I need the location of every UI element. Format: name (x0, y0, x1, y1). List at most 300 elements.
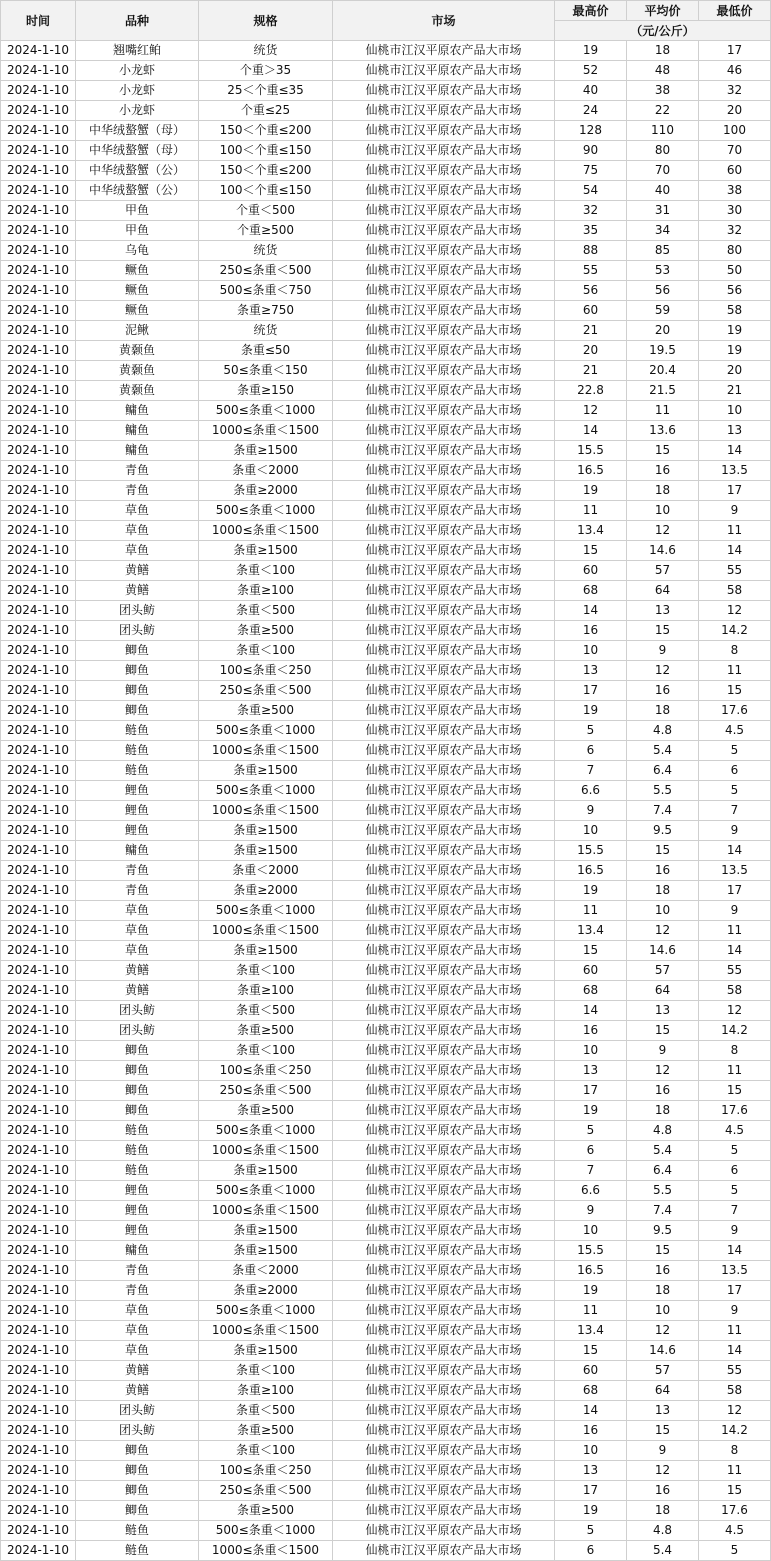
table-row (1, 481, 771, 501)
cell-min-price: 5 (699, 781, 771, 801)
cell-date: 2024-1-10 (1, 841, 76, 861)
cell-min-price: 19 (699, 321, 771, 341)
cell-avg-price: 18 (627, 881, 699, 901)
cell-date: 2024-1-10 (1, 241, 76, 261)
cell-date: 2024-1-10 (1, 1541, 76, 1561)
cell-max-price: 17 (555, 681, 627, 701)
cell-avg-price: 6.4 (627, 1161, 699, 1181)
cell-variety: 草鱼 (76, 1321, 199, 1341)
cell-date: 2024-1-10 (1, 1461, 76, 1481)
cell-avg-price: 21.5 (627, 381, 699, 401)
cell-avg-price: 16 (627, 1081, 699, 1101)
cell-avg-price: 9.5 (627, 821, 699, 841)
cell-market: 仙桃市江汉平原农产品大市场 (333, 1021, 555, 1041)
cell-variety: 鲫鱼 (76, 1461, 199, 1481)
cell-spec: 条重≥150 (199, 381, 333, 401)
cell-avg-price: 12 (627, 1061, 699, 1081)
cell-max-price: 21 (555, 361, 627, 381)
cell-min-price: 11 (699, 521, 771, 541)
cell-min-price: 17.6 (699, 1101, 771, 1121)
cell-market: 仙桃市江汉平原农产品大市场 (333, 1181, 555, 1201)
cell-avg-price: 16 (627, 861, 699, 881)
cell-min-price: 46 (699, 61, 771, 81)
cell-variety: 团头鲂 (76, 1401, 199, 1421)
cell-spec: 1000≤条重＜1500 (199, 921, 333, 941)
cell-max-price: 10 (555, 1441, 627, 1461)
cell-spec: 条重≥500 (199, 1501, 333, 1521)
cell-avg-price: 57 (627, 1361, 699, 1381)
cell-market: 仙桃市江汉平原农产品大市场 (333, 61, 555, 81)
table-row (1, 901, 771, 921)
cell-min-price: 12 (699, 1401, 771, 1421)
cell-max-price: 7 (555, 1161, 627, 1181)
cell-max-price: 5 (555, 1521, 627, 1541)
cell-avg-price: 18 (627, 701, 699, 721)
cell-max-price: 10 (555, 1041, 627, 1061)
cell-spec: 条重＜2000 (199, 461, 333, 481)
cell-avg-price: 16 (627, 1481, 699, 1501)
table-row (1, 1041, 771, 1061)
cell-spec: 500≤条重＜1000 (199, 1301, 333, 1321)
table-row (1, 861, 771, 881)
table-row (1, 181, 771, 201)
cell-max-price: 12 (555, 401, 627, 421)
cell-min-price: 32 (699, 81, 771, 101)
cell-market: 仙桃市江汉平原农产品大市场 (333, 41, 555, 61)
cell-max-price: 24 (555, 101, 627, 121)
header-variety: 品种 (76, 1, 199, 41)
cell-market: 仙桃市江汉平原农产品大市场 (333, 1081, 555, 1101)
cell-variety: 鳙鱼 (76, 401, 199, 421)
table-row (1, 1481, 771, 1501)
cell-min-price: 14.2 (699, 1021, 771, 1041)
cell-market: 仙桃市江汉平原农产品大市场 (333, 1361, 555, 1381)
cell-avg-price: 5.5 (627, 1181, 699, 1201)
cell-min-price: 19 (699, 341, 771, 361)
header-max-price: 最高价 (555, 1, 627, 21)
cell-date: 2024-1-10 (1, 101, 76, 121)
cell-date: 2024-1-10 (1, 1421, 76, 1441)
cell-spec: 250≤条重＜500 (199, 1481, 333, 1501)
cell-avg-price: 11 (627, 401, 699, 421)
cell-spec: 统货 (199, 241, 333, 261)
cell-date: 2024-1-10 (1, 1121, 76, 1141)
cell-min-price: 21 (699, 381, 771, 401)
cell-max-price: 15.5 (555, 841, 627, 861)
cell-market: 仙桃市江汉平原农产品大市场 (333, 161, 555, 181)
cell-min-price: 13.5 (699, 461, 771, 481)
table-row (1, 1021, 771, 1041)
table-row (1, 1421, 771, 1441)
cell-max-price: 19 (555, 1501, 627, 1521)
cell-date: 2024-1-10 (1, 921, 76, 941)
cell-spec: 25＜个重≤35 (199, 81, 333, 101)
table-row (1, 521, 771, 541)
cell-market: 仙桃市江汉平原农产品大市场 (333, 701, 555, 721)
cell-avg-price: 56 (627, 281, 699, 301)
cell-min-price: 17 (699, 41, 771, 61)
cell-market: 仙桃市江汉平原农产品大市场 (333, 261, 555, 281)
cell-date: 2024-1-10 (1, 1481, 76, 1501)
cell-spec: 条重≥500 (199, 701, 333, 721)
cell-market: 仙桃市江汉平原农产品大市场 (333, 1521, 555, 1541)
cell-variety: 鲫鱼 (76, 1501, 199, 1521)
cell-min-price: 11 (699, 921, 771, 941)
cell-variety: 鲫鱼 (76, 701, 199, 721)
cell-max-price: 13.4 (555, 921, 627, 941)
table-row (1, 1081, 771, 1101)
cell-variety: 鳜鱼 (76, 261, 199, 281)
cell-min-price: 20 (699, 361, 771, 381)
cell-max-price: 13 (555, 1061, 627, 1081)
cell-date: 2024-1-10 (1, 521, 76, 541)
table-row (1, 541, 771, 561)
cell-market: 仙桃市江汉平原农产品大市场 (333, 901, 555, 921)
cell-market: 仙桃市江汉平原农产品大市场 (333, 741, 555, 761)
cell-date: 2024-1-10 (1, 1441, 76, 1461)
cell-spec: 150＜个重≤200 (199, 161, 333, 181)
cell-spec: 500≤条重＜1000 (199, 401, 333, 421)
cell-max-price: 68 (555, 581, 627, 601)
table-row (1, 641, 771, 661)
cell-market: 仙桃市江汉平原农产品大市场 (333, 621, 555, 641)
cell-market: 仙桃市江汉平原农产品大市场 (333, 1321, 555, 1341)
cell-min-price: 70 (699, 141, 771, 161)
cell-date: 2024-1-10 (1, 621, 76, 641)
cell-market: 仙桃市江汉平原农产品大市场 (333, 1381, 555, 1401)
cell-date: 2024-1-10 (1, 481, 76, 501)
cell-variety: 青鱼 (76, 881, 199, 901)
cell-min-price: 12 (699, 601, 771, 621)
table-row (1, 821, 771, 841)
cell-min-price: 14.2 (699, 1421, 771, 1441)
cell-avg-price: 18 (627, 1281, 699, 1301)
cell-avg-price: 5.4 (627, 1541, 699, 1561)
cell-date: 2024-1-10 (1, 561, 76, 581)
cell-date: 2024-1-10 (1, 1021, 76, 1041)
cell-market: 仙桃市江汉平原农产品大市场 (333, 1141, 555, 1161)
cell-date: 2024-1-10 (1, 121, 76, 141)
cell-market: 仙桃市江汉平原农产品大市场 (333, 1281, 555, 1301)
table-row (1, 601, 771, 621)
cell-variety: 青鱼 (76, 861, 199, 881)
cell-max-price: 52 (555, 61, 627, 81)
cell-max-price: 6 (555, 1141, 627, 1161)
cell-min-price: 8 (699, 1041, 771, 1061)
cell-min-price: 14 (699, 941, 771, 961)
cell-variety: 青鱼 (76, 1281, 199, 1301)
cell-variety: 黄鳝 (76, 1381, 199, 1401)
cell-market: 仙桃市江汉平原农产品大市场 (333, 1501, 555, 1521)
cell-market: 仙桃市江汉平原农产品大市场 (333, 921, 555, 941)
cell-date: 2024-1-10 (1, 801, 76, 821)
cell-date: 2024-1-10 (1, 581, 76, 601)
cell-avg-price: 40 (627, 181, 699, 201)
cell-variety: 草鱼 (76, 941, 199, 961)
cell-avg-price: 48 (627, 61, 699, 81)
cell-min-price: 15 (699, 1481, 771, 1501)
cell-min-price: 58 (699, 581, 771, 601)
table-row (1, 1281, 771, 1301)
cell-max-price: 6 (555, 741, 627, 761)
cell-date: 2024-1-10 (1, 61, 76, 81)
cell-market: 仙桃市江汉平原农产品大市场 (333, 1481, 555, 1501)
cell-avg-price: 15 (627, 621, 699, 641)
cell-date: 2024-1-10 (1, 381, 76, 401)
cell-min-price: 55 (699, 961, 771, 981)
table-row (1, 761, 771, 781)
table-row (1, 1061, 771, 1081)
cell-max-price: 14 (555, 601, 627, 621)
table-row (1, 1501, 771, 1521)
cell-spec: 500≤条重＜1000 (199, 501, 333, 521)
cell-variety: 鲫鱼 (76, 1041, 199, 1061)
cell-date: 2024-1-10 (1, 1241, 76, 1261)
cell-date: 2024-1-10 (1, 761, 76, 781)
cell-date: 2024-1-10 (1, 1181, 76, 1201)
cell-avg-price: 12 (627, 1461, 699, 1481)
table-row (1, 241, 771, 261)
cell-max-price: 88 (555, 241, 627, 261)
table-row (1, 841, 771, 861)
cell-max-price: 10 (555, 1221, 627, 1241)
cell-market: 仙桃市江汉平原农产品大市场 (333, 421, 555, 441)
cell-variety: 鳙鱼 (76, 841, 199, 861)
cell-date: 2024-1-10 (1, 1501, 76, 1521)
cell-variety: 鲢鱼 (76, 1521, 199, 1541)
cell-variety: 鲫鱼 (76, 1061, 199, 1081)
cell-min-price: 4.5 (699, 1521, 771, 1541)
cell-variety: 鲢鱼 (76, 1141, 199, 1161)
cell-date: 2024-1-10 (1, 1001, 76, 1021)
cell-variety: 鳙鱼 (76, 1241, 199, 1261)
cell-avg-price: 7.4 (627, 1201, 699, 1221)
cell-avg-price: 5.5 (627, 781, 699, 801)
cell-min-price: 50 (699, 261, 771, 281)
cell-max-price: 60 (555, 561, 627, 581)
cell-market: 仙桃市江汉平原农产品大市场 (333, 481, 555, 501)
cell-variety: 黄鳝 (76, 561, 199, 581)
cell-date: 2024-1-10 (1, 1521, 76, 1541)
cell-spec: 500≤条重＜1000 (199, 781, 333, 801)
cell-max-price: 13.4 (555, 521, 627, 541)
cell-date: 2024-1-10 (1, 1361, 76, 1381)
cell-min-price: 15 (699, 681, 771, 701)
cell-max-price: 14 (555, 1401, 627, 1421)
cell-avg-price: 4.8 (627, 1121, 699, 1141)
cell-variety: 鳜鱼 (76, 301, 199, 321)
cell-spec: 条重＜100 (199, 1361, 333, 1381)
cell-market: 仙桃市江汉平原农产品大市场 (333, 961, 555, 981)
cell-variety: 鲫鱼 (76, 661, 199, 681)
table-row (1, 501, 771, 521)
cell-spec: 100≤条重＜250 (199, 661, 333, 681)
cell-market: 仙桃市江汉平原农产品大市场 (333, 1341, 555, 1361)
cell-market: 仙桃市江汉平原农产品大市场 (333, 1241, 555, 1261)
cell-max-price: 14 (555, 1001, 627, 1021)
cell-market: 仙桃市江汉平原农产品大市场 (333, 1541, 555, 1561)
cell-max-price: 22.8 (555, 381, 627, 401)
cell-date: 2024-1-10 (1, 1301, 76, 1321)
cell-variety: 鲢鱼 (76, 721, 199, 741)
cell-avg-price: 19.5 (627, 341, 699, 361)
cell-max-price: 13 (555, 1461, 627, 1481)
cell-date: 2024-1-10 (1, 821, 76, 841)
cell-avg-price: 20.4 (627, 361, 699, 381)
cell-market: 仙桃市江汉平原农产品大市场 (333, 381, 555, 401)
cell-avg-price: 9 (627, 641, 699, 661)
cell-avg-price: 13 (627, 1001, 699, 1021)
cell-min-price: 15 (699, 1081, 771, 1101)
cell-avg-price: 110 (627, 121, 699, 141)
cell-avg-price: 4.8 (627, 1521, 699, 1541)
cell-market: 仙桃市江汉平原农产品大市场 (333, 101, 555, 121)
table-row (1, 261, 771, 281)
cell-spec: 1000≤条重＜1500 (199, 1201, 333, 1221)
cell-spec: 条重＜100 (199, 961, 333, 981)
table-row (1, 1121, 771, 1141)
table-row (1, 441, 771, 461)
table-row (1, 341, 771, 361)
cell-spec: 1000≤条重＜1500 (199, 421, 333, 441)
cell-min-price: 17 (699, 481, 771, 501)
cell-date: 2024-1-10 (1, 461, 76, 481)
cell-avg-price: 10 (627, 901, 699, 921)
cell-max-price: 15 (555, 941, 627, 961)
cell-avg-price: 9.5 (627, 1221, 699, 1241)
table-header (1, 1, 771, 41)
cell-avg-price: 13 (627, 601, 699, 621)
table-row (1, 1521, 771, 1541)
cell-variety: 鲢鱼 (76, 761, 199, 781)
table-row (1, 1341, 771, 1361)
cell-variety: 鲢鱼 (76, 1161, 199, 1181)
cell-min-price: 6 (699, 761, 771, 781)
cell-max-price: 16 (555, 621, 627, 641)
cell-variety: 鲤鱼 (76, 1181, 199, 1201)
cell-min-price: 7 (699, 1201, 771, 1221)
cell-variety: 鲢鱼 (76, 1541, 199, 1561)
table-row (1, 121, 771, 141)
cell-spec: 150＜个重≤200 (199, 121, 333, 141)
cell-avg-price: 64 (627, 581, 699, 601)
cell-market: 仙桃市江汉平原农产品大市场 (333, 1121, 555, 1141)
cell-min-price: 10 (699, 401, 771, 421)
cell-avg-price: 9 (627, 1441, 699, 1461)
cell-market: 仙桃市江汉平原农产品大市场 (333, 981, 555, 1001)
cell-avg-price: 18 (627, 481, 699, 501)
cell-max-price: 9 (555, 801, 627, 821)
cell-market: 仙桃市江汉平原农产品大市场 (333, 581, 555, 601)
cell-spec: 500≤条重＜1000 (199, 1181, 333, 1201)
cell-spec: 250≤条重＜500 (199, 681, 333, 701)
cell-max-price: 17 (555, 1081, 627, 1101)
cell-variety: 鲤鱼 (76, 1221, 199, 1241)
cell-variety: 草鱼 (76, 521, 199, 541)
cell-min-price: 14.2 (699, 621, 771, 641)
cell-variety: 小龙虾 (76, 81, 199, 101)
cell-spec: 条重≥1500 (199, 1221, 333, 1241)
cell-market: 仙桃市江汉平原农产品大市场 (333, 141, 555, 161)
cell-spec: 统货 (199, 321, 333, 341)
cell-min-price: 30 (699, 201, 771, 221)
table-row (1, 321, 771, 341)
cell-min-price: 14 (699, 541, 771, 561)
cell-max-price: 6 (555, 1541, 627, 1561)
cell-spec: 1000≤条重＜1500 (199, 741, 333, 761)
cell-variety: 鲢鱼 (76, 741, 199, 761)
cell-spec: 条重≥2000 (199, 881, 333, 901)
cell-avg-price: 6.4 (627, 761, 699, 781)
cell-variety: 黄鳝 (76, 961, 199, 981)
table-body (1, 41, 771, 1561)
table-row (1, 1241, 771, 1261)
table-row (1, 1381, 771, 1401)
cell-avg-price: 80 (627, 141, 699, 161)
cell-variety: 鲤鱼 (76, 821, 199, 841)
cell-max-price: 15 (555, 1341, 627, 1361)
cell-market: 仙桃市江汉平原农产品大市场 (333, 1201, 555, 1221)
cell-min-price: 55 (699, 1361, 771, 1381)
cell-market: 仙桃市江汉平原农产品大市场 (333, 1401, 555, 1421)
cell-date: 2024-1-10 (1, 1101, 76, 1121)
cell-avg-price: 9 (627, 1041, 699, 1061)
cell-variety: 鳜鱼 (76, 281, 199, 301)
cell-market: 仙桃市江汉平原农产品大市场 (333, 1161, 555, 1181)
cell-variety: 小龙虾 (76, 101, 199, 121)
table-row (1, 161, 771, 181)
cell-min-price: 9 (699, 501, 771, 521)
table-row (1, 201, 771, 221)
cell-date: 2024-1-10 (1, 1081, 76, 1101)
cell-date: 2024-1-10 (1, 601, 76, 621)
cell-spec: 条重≥1500 (199, 1241, 333, 1261)
cell-avg-price: 14.6 (627, 1341, 699, 1361)
cell-date: 2024-1-10 (1, 501, 76, 521)
cell-market: 仙桃市江汉平原农产品大市场 (333, 181, 555, 201)
cell-avg-price: 12 (627, 521, 699, 541)
cell-avg-price: 10 (627, 1301, 699, 1321)
cell-min-price: 4.5 (699, 1121, 771, 1141)
cell-market: 仙桃市江汉平原农产品大市场 (333, 601, 555, 621)
cell-market: 仙桃市江汉平原农产品大市场 (333, 1061, 555, 1081)
cell-avg-price: 14.6 (627, 941, 699, 961)
cell-date: 2024-1-10 (1, 641, 76, 661)
cell-avg-price: 18 (627, 1501, 699, 1521)
cell-spec: 条重≥1500 (199, 761, 333, 781)
cell-market: 仙桃市江汉平原农产品大市场 (333, 121, 555, 141)
table-row (1, 881, 771, 901)
table-row (1, 81, 771, 101)
cell-variety: 团头鲂 (76, 1001, 199, 1021)
cell-spec: 条重＜100 (199, 1041, 333, 1061)
cell-date: 2024-1-10 (1, 221, 76, 241)
cell-max-price: 13.4 (555, 1321, 627, 1341)
cell-avg-price: 10 (627, 501, 699, 521)
cell-spec: 条重≥1500 (199, 821, 333, 841)
table-row (1, 1201, 771, 1221)
cell-date: 2024-1-10 (1, 41, 76, 61)
cell-market: 仙桃市江汉平原农产品大市场 (333, 661, 555, 681)
cell-market: 仙桃市江汉平原农产品大市场 (333, 361, 555, 381)
cell-date: 2024-1-10 (1, 1041, 76, 1061)
cell-variety: 团头鲂 (76, 1421, 199, 1441)
cell-min-price: 56 (699, 281, 771, 301)
cell-market: 仙桃市江汉平原农产品大市场 (333, 541, 555, 561)
cell-variety: 鲤鱼 (76, 781, 199, 801)
cell-spec: 条重≥2000 (199, 481, 333, 501)
cell-max-price: 19 (555, 481, 627, 501)
